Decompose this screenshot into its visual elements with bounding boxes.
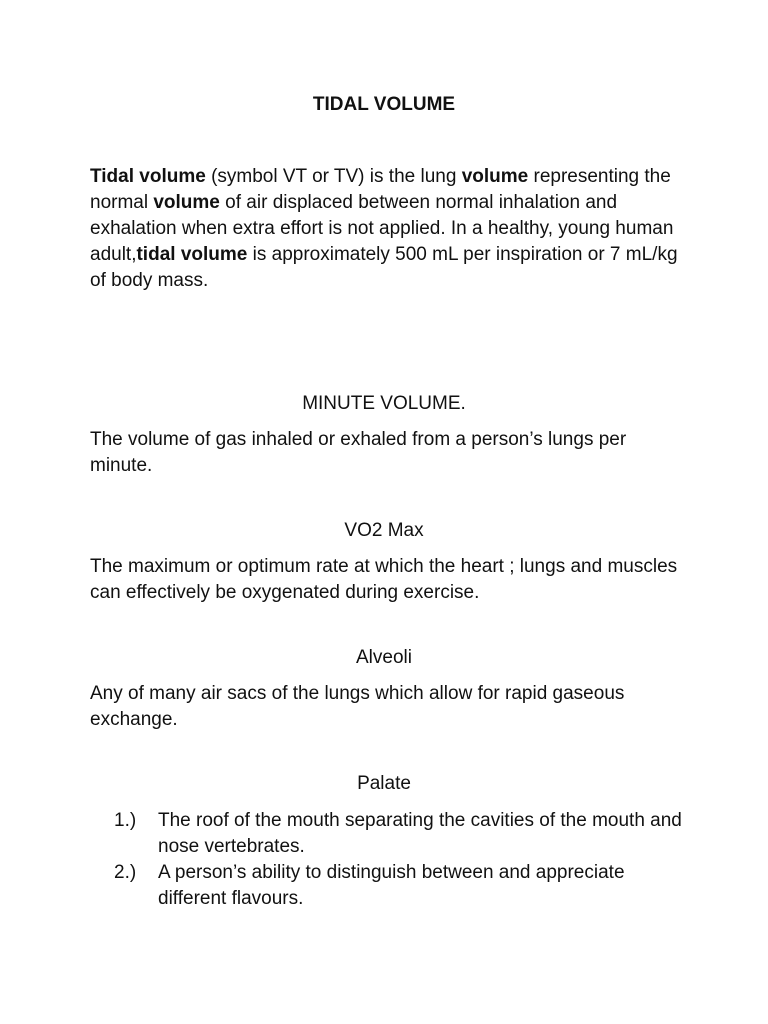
tidal-volume-term: Tidal volume — [90, 166, 206, 187]
tidal-volume-definition — [90, 164, 690, 294]
palate-heading: Palate — [357, 773, 411, 794]
vo2-max-definition: The maximum or optimum rate at which the heart ; lungs and muscles can effectively be oxygenated during exercise. — [90, 556, 678, 603]
alveoli-definition: Any of many air sacs of the lungs which allow for rapid gaseous exchange. — [90, 683, 625, 730]
alveoli-heading: Alveoli — [356, 647, 412, 668]
minute-volume-heading: MINUTE VOLUME. — [302, 393, 466, 414]
minute-volume-definition: The volume of gas inhaled or exhaled from a person’s lungs per minute. — [90, 429, 627, 476]
palate-definitions-list — [90, 808, 690, 912]
volume-term: volume — [153, 192, 220, 213]
definition-text: (symbol VT or TV) is the lung — [205, 166, 462, 187]
list-item-text: The roof of the mouth separating the cavities of the mouth and nose vertebrates. — [158, 810, 682, 857]
definition-text: is approximately 500 mL per inspiration or 7 mL/kg of body mass. — [90, 244, 678, 291]
list-item — [90, 808, 690, 860]
list-item-number: 2.) — [114, 862, 137, 883]
list-item-number: 1.) — [114, 810, 137, 831]
list-item-text: A person’s ability to distinguish between and appreciate different flavours. — [158, 862, 625, 909]
definition-text: of air displaced between normal inhalation and exhalation when extra effort is not applied. In a healthy, young human adult, — [90, 192, 674, 265]
volume-term: volume — [461, 166, 529, 187]
definition-text: representing the normal — [90, 166, 671, 213]
tidal-volume-term: tidal volume — [136, 244, 248, 265]
tidal-volume-heading: TIDAL VOLUME — [312, 94, 456, 115]
vo2-max-heading: VO2 Max — [344, 520, 424, 541]
list-item — [90, 860, 690, 912]
